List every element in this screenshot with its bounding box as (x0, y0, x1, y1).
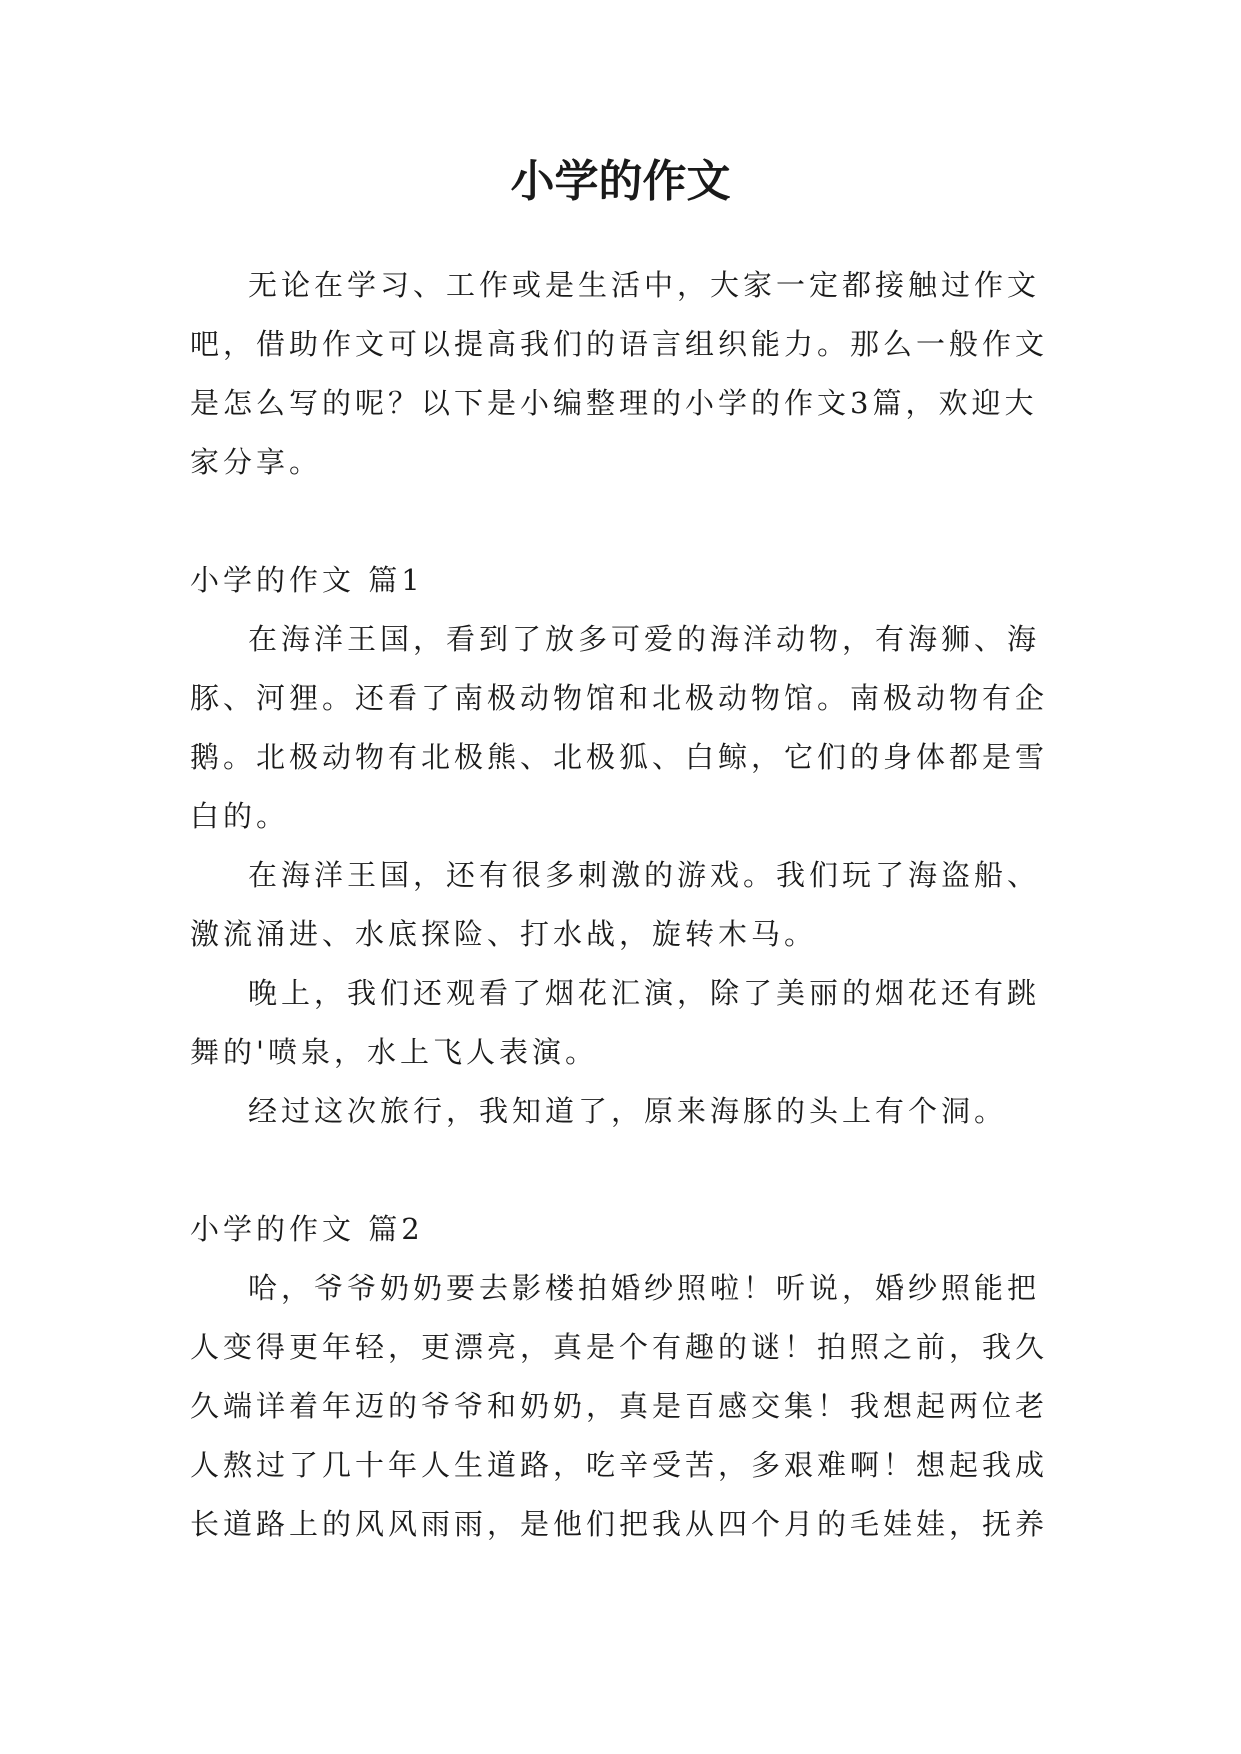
section-gap (190, 1141, 1052, 1200)
section-2-paragraph-1: 哈，爷爷奶奶要去影楼拍婚纱照啦！听说，婚纱照能把人变得更年轻，更漂亮，真是个有趣的谜！拍照之前，我久久端详着年迈的爷爷和奶奶，真是百感交集！我想起两位老人熬过了几十年人生道路，吃辛受苦，多艰难啊！想起我成长道路上的风风雨雨，是他们把我从四个月的毛娃娃，抚养 (190, 1271, 1049, 1541)
section-1-paragraph-2: 在海洋王国，还有很多刺激的游戏。我们玩了海盗船、激流涌进、水底探险、打水战，旋转木马。 (190, 858, 1041, 951)
section-1-paragraph-3: 晚上，我们还观看了烟花汇演，除了美丽的烟花还有跳舞的'喷泉，水上飞人表演。 (190, 976, 1041, 1069)
section-1-paragraph-4: 经过这次旅行，我知道了，原来海豚的头上有个洞。 (248, 1094, 1008, 1128)
section-gap (190, 492, 1052, 551)
document-body (190, 256, 1052, 1554)
intro-paragraph: 无论在学习、工作或是生活中，大家一定都接触过作文吧，借助作文可以提高我们的语言组织能力。那么一般作文是怎么写的呢？以下是小编整理的小学的作文3篇，欢迎大家分享。 (190, 268, 1049, 479)
section-heading-1: 小学的作文 篇1 (190, 563, 424, 597)
page-title: 小学的作文 (510, 156, 731, 207)
section-1-paragraph-1: 在海洋王国，看到了放多可爱的海洋动物，有海狮、海豚、河狸。还看了南极动物馆和北极动物馆。南极动物有企鹅。北极动物有北极熊、北极狐、白鲸，它们的身体都是雪白的。 (190, 622, 1049, 833)
section-heading-2: 小学的作文 篇2 (190, 1212, 424, 1246)
